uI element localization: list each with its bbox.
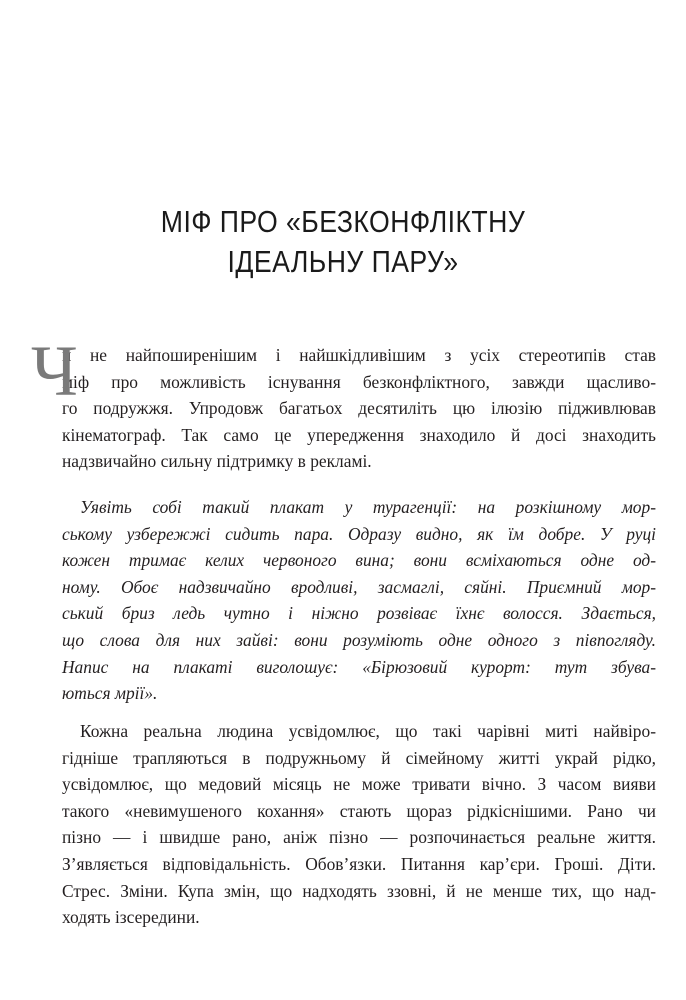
paragraph-1-line: кінематограф. Так само це упередження знаходило й досі знаходить bbox=[62, 424, 656, 445]
paragraph-1-line: и не найпоширенішим і найшкідливішим з усіх стереотипів став bbox=[62, 345, 656, 365]
quote-line: Уявіть собі такий плакат у турагенції: на розкішному мор- bbox=[80, 497, 656, 517]
paragraph-3-line: гідніше трапляються в подружньому й сімейному житті украй рідко, bbox=[62, 747, 656, 768]
paragraph-1 bbox=[31, 331, 656, 475]
quote-line: ському узбережжі сидить пара. Одразу видно, як їм добре. У руці bbox=[62, 523, 656, 544]
paragraph-3-line: Кожна реальна людина усвідомлює, що такі чарівні миті найвіро- bbox=[80, 721, 656, 741]
quote-line: що слова для них зайві: вони розуміють одне одного з півпогляду. bbox=[62, 629, 656, 650]
paragraph-3-line: пізно — і швидше рано, аніж пізно — розпочинається реальне життя. bbox=[62, 827, 656, 848]
drop-cap: Ч bbox=[31, 331, 78, 411]
chapter-title-line-1: МІФ ПРО «БЕЗКОНФЛІКТНУ bbox=[160, 204, 526, 239]
quote-line: кожен тримає келих червоного вина; вони всміхаються одне од- bbox=[62, 550, 656, 571]
paragraph-1-line: міф про можливість існування безконфліктного, завжди щасливо- bbox=[62, 371, 656, 392]
paragraph-1-line: надзвичайно сильну підтримку в рекламі. bbox=[62, 451, 372, 472]
paragraph-3-line: Стрес. Зміни. Купа змін, що надходять ззовні, й не менше тих, що над- bbox=[62, 880, 656, 901]
quote-line: ються мрії». bbox=[62, 683, 158, 704]
quote-block bbox=[62, 494, 656, 707]
paragraph-3-line: З’являється відповідальність. Обов’язки. Питання кар’єри. Гроші. Діти. bbox=[62, 853, 656, 874]
paragraph-3-line: ходять ізсередини. bbox=[62, 907, 200, 928]
chapter-title-line-2: ІДЕАЛЬНУ ПАРУ» bbox=[227, 244, 459, 279]
chapter-title bbox=[48, 202, 638, 282]
quote-line: ський бриз ледь чутно і ніжно розвіває їхнє волосся. Здається, bbox=[62, 603, 656, 624]
paragraph-3 bbox=[62, 718, 656, 931]
paragraph-1-line: го подружжя. Упродовж багатьох десятиліть цю ілюзію підживлював bbox=[62, 398, 656, 419]
quote-line: Напис на плакаті виголошує: «Бірюзовий курорт: тут збува- bbox=[62, 656, 656, 677]
paragraph-3-line: такого «невимушеного кохання» стають щораз рідкіснішими. Рано чи bbox=[62, 800, 656, 821]
quote-line: ному. Обоє надзвичайно вродливі, засмаглі, сяйні. Приємний мор- bbox=[62, 576, 656, 597]
paragraph-3-line: усвідомлює, що медовий місяць не може тривати вічно. З часом вияви bbox=[62, 774, 656, 795]
